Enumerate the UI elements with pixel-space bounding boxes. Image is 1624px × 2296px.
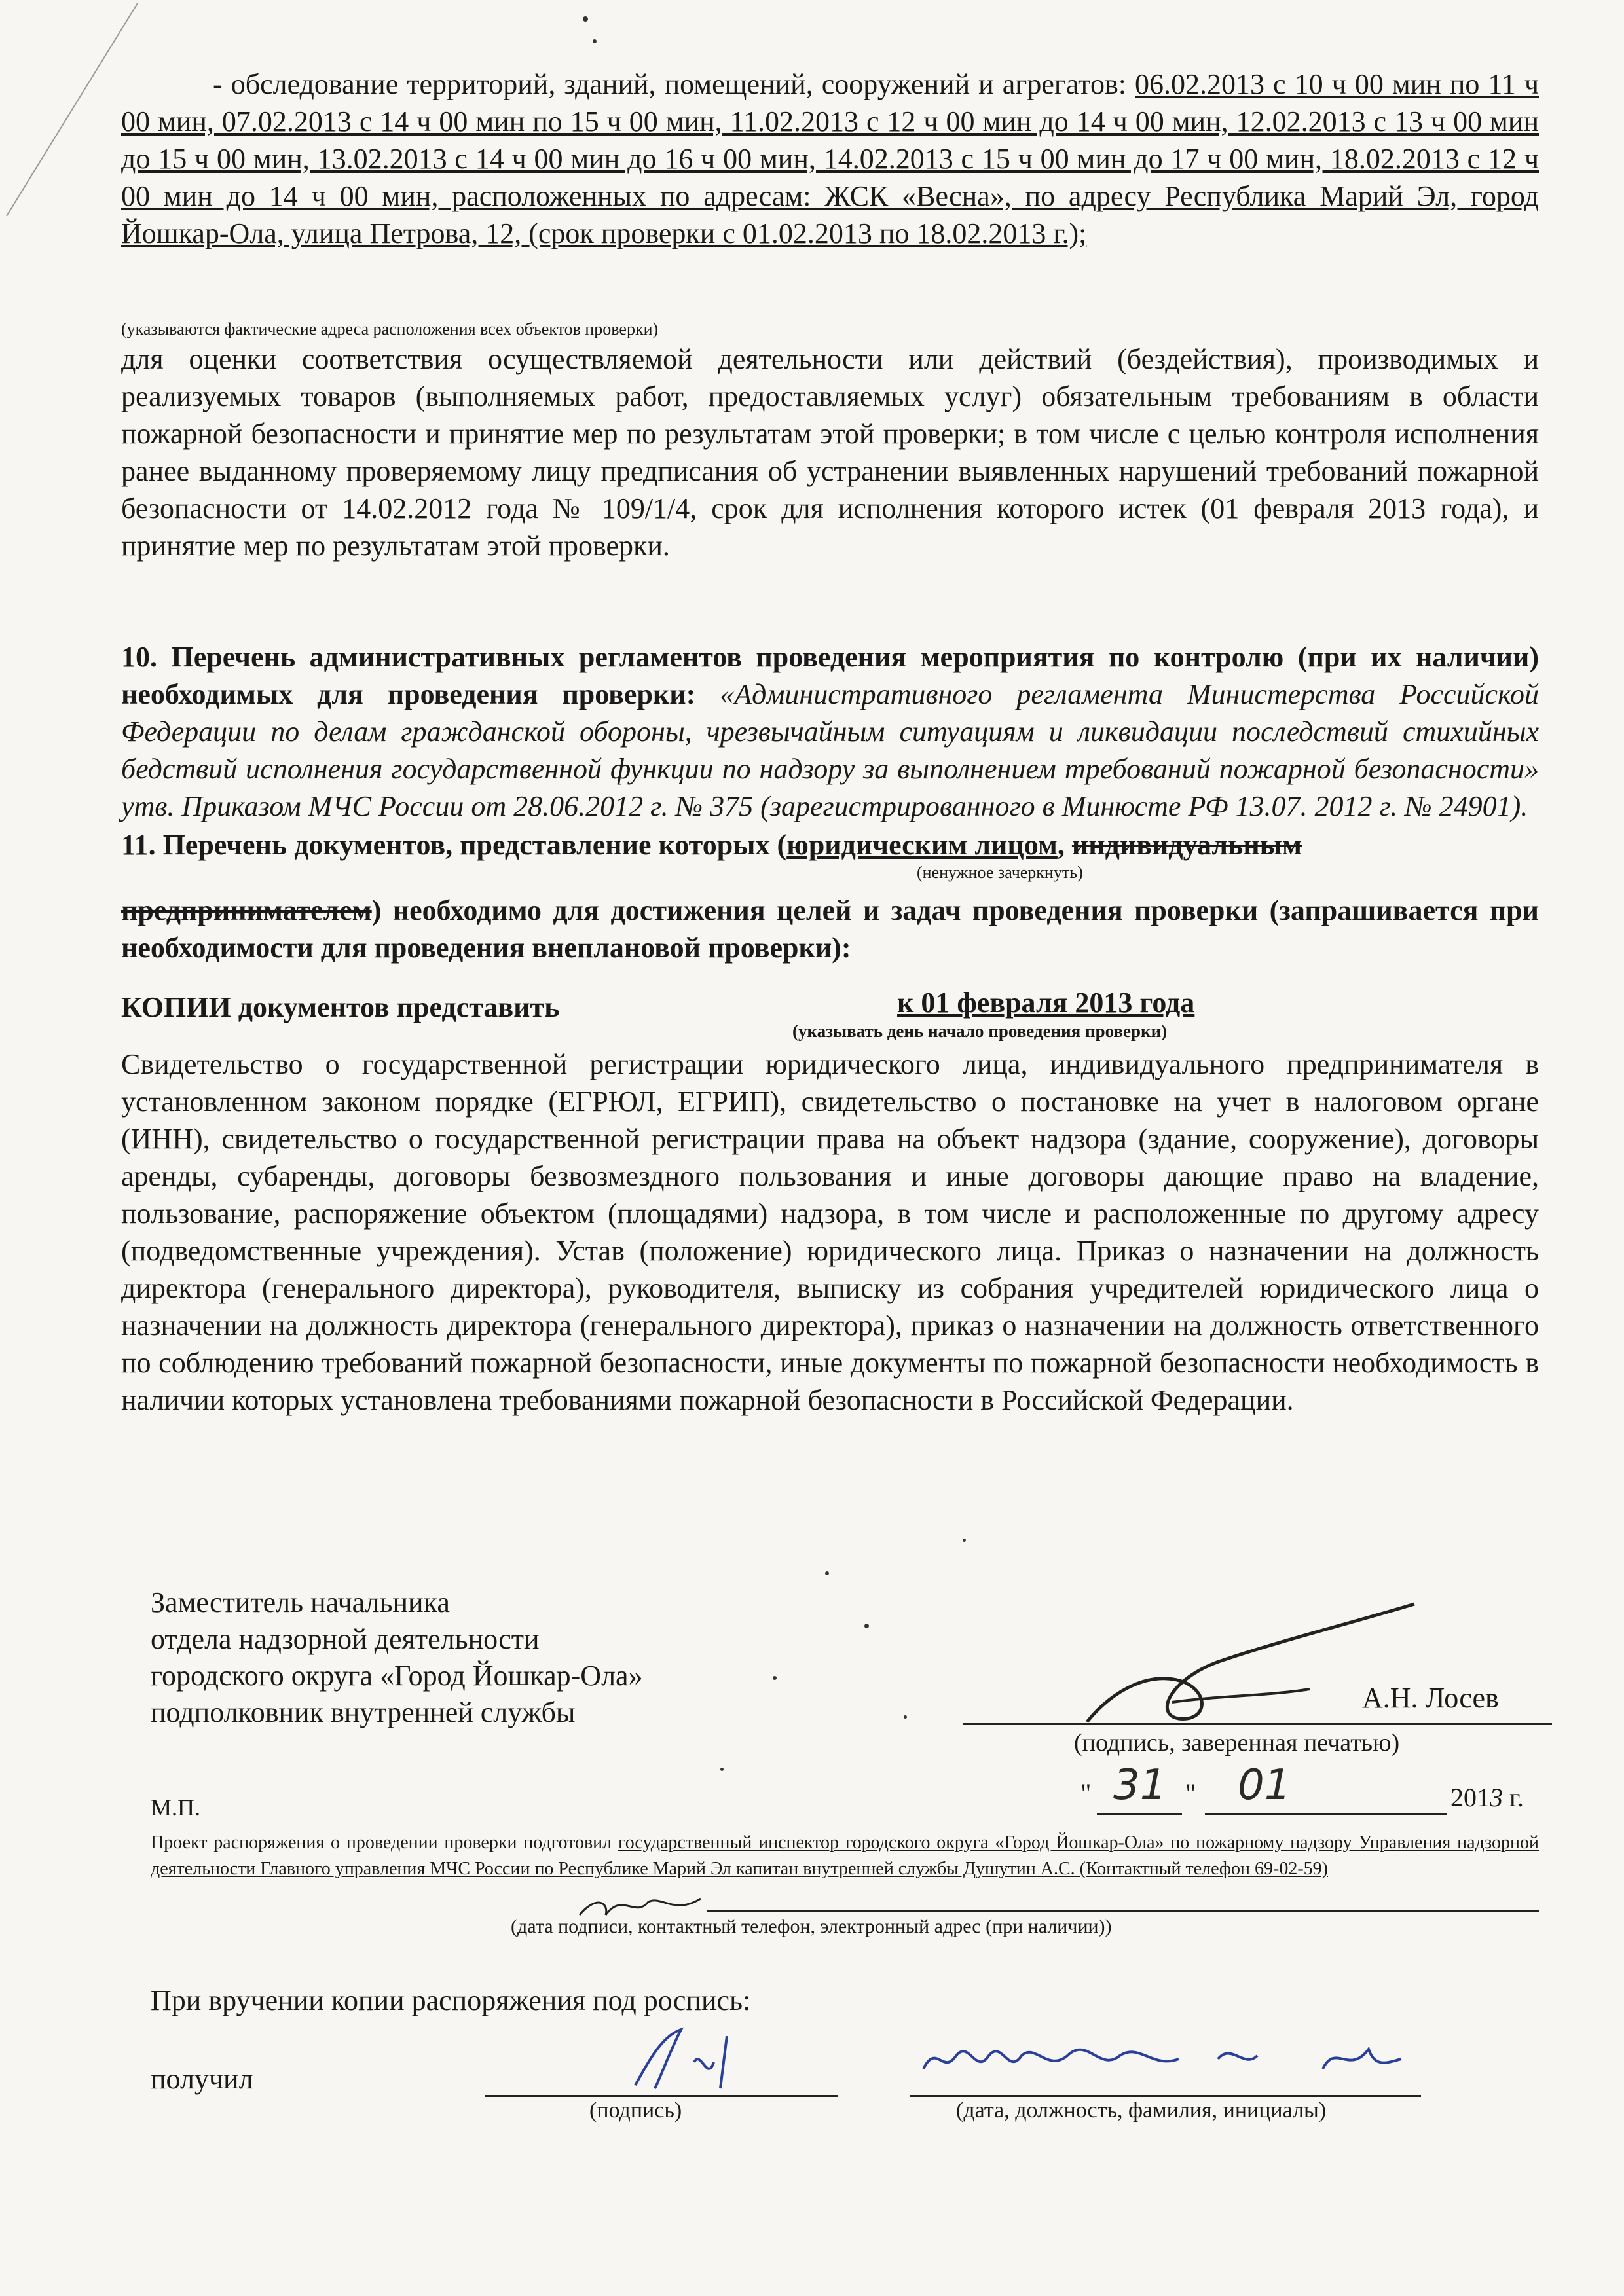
survey-dates: 06.02.2013 с 10 ч 00 мин по 11 ч 00 мин, 07.02.2013 с 14 ч 00 мин по 15 ч 00 мин, 11.02.2013 с 12 ч 00 мин до 14 ч 00 мин, 12.02.2013 с 13 ч 00 мин до 15 ч 00 мин, 13.02.2013 с 14 ч 00 мин до 16 ч 00 мин, 14.02.2013 с 15 ч 00 мин до 17 ч 00 мин, 18.02.2013 с 12 ч 00 мин до 14 ч 00 мин, расположенных по адресам: ЖСК «Весна», по адресу Республика Марий Эл, город Йошкар-Ола, улица Петрова, 12, (срок проверки с 01.02.2013 по 18.02.2013 г.); [121, 68, 1539, 249]
mp-stamp-label: М.П. [151, 1795, 201, 1821]
scan-speck [825, 1571, 829, 1575]
prepared-by: Проект распоряжения о проведении проверки подготовил государственный инспектор городского округа «Город Йошкар-Ола» по пожарному надзору Управления надзорной деятельности Главного управления МЧС России по Республике Марий Эл капитан внутренней службы Душутин А.С. (Контактный телефон 69-02-59) [151, 1832, 1540, 1879]
entity-struck-1: индивидуальным [1071, 829, 1302, 861]
scan-speck [864, 1624, 869, 1628]
receipt-sign-line [485, 2095, 838, 2097]
day-line [1097, 1813, 1182, 1815]
receipt-details-caption: (дата, должность, фамилия, инициалы) [956, 2098, 1327, 2123]
scan-speck [583, 16, 588, 22]
head-signature-icon [1074, 1597, 1441, 1741]
signature-caption: (подпись, заверенная печатью) [1074, 1729, 1400, 1757]
item-10-heading: 10. Перечень административных регламентов проведения мероприятия по контролю (при их наличии) необходимых для проведения проверки: [121, 641, 1539, 710]
receipt-details-line [910, 2095, 1421, 2097]
receipt-heading: При вручении копии распоряжения под роспись: [151, 1984, 751, 2016]
scan-speck [963, 1539, 966, 1542]
prepared-caption: (дата подписи, контактный телефон, электронный адрес (при наличии)) [511, 1916, 1112, 1937]
item-11-line2 [121, 892, 1539, 966]
signatory-line-3: городского округа «Город Йошкар-Ола» [151, 1660, 643, 1692]
survey-caption: (указываются фактические адреса расположения всех объектов проверки) [121, 319, 659, 338]
receipt-sign-caption: (подпись) [589, 2098, 682, 2123]
scan-speck [904, 1715, 907, 1719]
item-10-text: «Административного регламента Министерства Российской Федерации по делам гражданской обороны, чрезвычайным ситуациям и ликвидации последствий стихийных бедствий исполнения государственной функции по надзору за выполнением требований пожарной безопасности» утв. Приказом МЧС России от 28.06.2012 г. № 375 (зарегистрированного в Минюсте РФ 13.07. 2012 г. № 24901). [121, 678, 1539, 822]
signatory-name: А.Н. Лосев [1362, 1682, 1499, 1714]
signatory-line-4: подполковник внутренней службы [151, 1696, 576, 1728]
signatory-block [151, 1584, 643, 1731]
prepared-line [707, 1910, 1539, 1912]
handwritten-day: 31 [1113, 1761, 1167, 1810]
entity-struck-2: предпринимателем [121, 894, 372, 926]
date-quote-open: " [1080, 1778, 1092, 1808]
item-10 [121, 638, 1539, 825]
receipt-signature-icon [622, 2023, 753, 2095]
documents-paragraph: Свидетельство о государственной регистрации юридического лица, индивидуального предпринимателя в установленном законом порядке (ЕГРЮЛ, ЕГРИП), свидетельство о постановке на учет в налоговом органе (ИНН), свидетельство о государственной регистрации права на объект надзора (здание, сооружение), договоры аренды, субаренды, договоры безвозмездного пользования и иные договоры дающие право на владение, пользование, распоряжение объектом (площадями) надзора, в том числе и расположенные по другому адресу (подведомственные учреждения). Устав (положение) юридического лица. Приказ о назначении на должность директора (генерального директора), руководителя, выписку из собрания учредителей юридического лица о назначении на должность директора (генерального директора), приказ о назначении на должность ответственного по соблюдению требований пожарной безопасности, иные документы по пожарной безопасности необходимость в наличии которых установлена требованиями пожарной безопасности в Российской Федерации. [121, 1048, 1539, 1416]
scan-speck [773, 1676, 777, 1680]
scan-speck [593, 39, 597, 43]
scan-speck [720, 1768, 724, 1771]
date-quote-close: " [1185, 1778, 1196, 1808]
item-11-line1: 11. Перечень документов, представление которых (юридическим лицом, индивидуальным [121, 829, 1302, 861]
signatory-line-2: отдела надзорной деятельности [151, 1623, 540, 1655]
receipt-handwritten-name-icon [917, 2030, 1414, 2088]
purpose-paragraph: для оценки соответствия осуществляемой деятельности или действий (бездействия), производимых и реализуемых товаров (выполняемых работ, предоставляемых услуг) обязательным требованиям в области пожарной безопасности и принятие мер по результатам этой проверки; в том числе с целью контроля исполнения ранее выданному проверяемому лицу предписания об устранении выявленных нарушений требований пожарной безопасности от 14.02.2012 года № 109/1/4, срок для исполнения которого истек (01 февраля 2013 года), и принятие мер по результатам этой проверки. [121, 343, 1539, 562]
copies-date: к 01 февраля 2013 года [897, 987, 1195, 1019]
survey-lead: - обследование территорий, зданий, помещений, сооружений и агрегатов: [213, 68, 1126, 100]
strike-caption: (ненужное зачеркнуть) [917, 863, 1083, 882]
month-line [1205, 1813, 1447, 1815]
copies-label: КОПИИ документов представить [121, 991, 560, 1023]
survey-paragraph [121, 65, 1539, 252]
handwritten-month: 01 [1238, 1761, 1291, 1810]
entity-kept: юридическим лицом [786, 829, 1058, 861]
scan-edge-mark [0, 0, 144, 223]
year-field: 2013 г. [1450, 1783, 1524, 1812]
item-11-heading-rest: ) необходимо для достижения целей и задач проведения проверки (запрашивается при необходимости для проведения внеплановой проверки): [121, 894, 1539, 964]
receipt-label: получил [151, 2063, 253, 2095]
signatory-line-1: Заместитель начальника [151, 1586, 450, 1618]
copies-caption: (указывать день начало проведения проверки) [792, 1021, 1168, 1041]
